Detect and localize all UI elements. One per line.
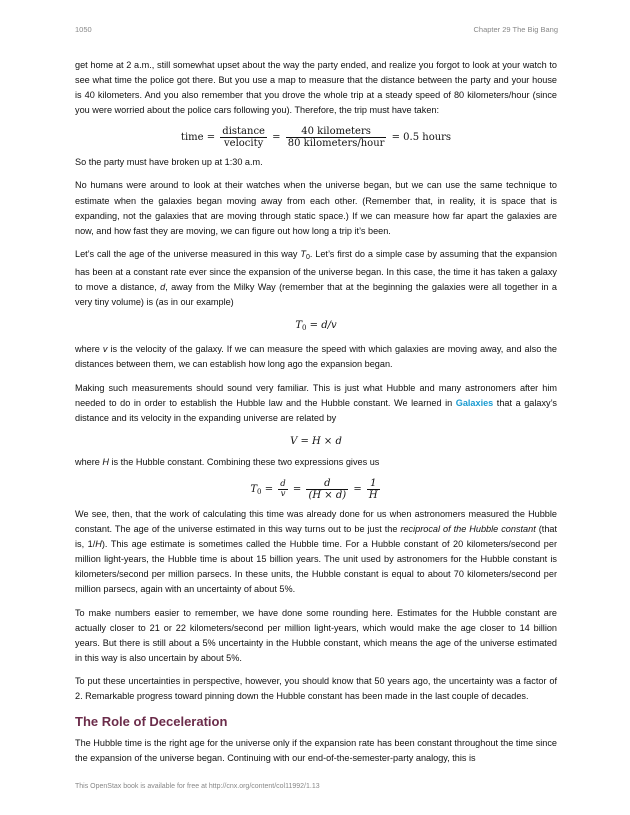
equation-trip-time (75, 126, 557, 149)
p4-text-b: . Let’s first do a simple case by assuming that the expansion has been at a constant rate ever since the expansion of the universe began. In this case, the time it has taken a galaxy to move a distance, (75, 248, 557, 293)
eq4-fraction-d-Hd (306, 478, 348, 501)
eq1-fraction-distance-velocity (220, 126, 267, 149)
p6-text-a: Making such measurements should sound very familiar. This is just what Hubble and many astronomers after him needed to do in order to establish the Hubble law and the Hubble constant. We learned in (75, 382, 557, 408)
page-number: 1050 (75, 25, 92, 34)
eq2-subscript: 0 (302, 324, 307, 333)
chapter-title: Chapter 29 The Big Bang (473, 25, 558, 34)
paragraph-11: The Hubble time is the right age for the universe only if the expansion rate has been constant throughout the time since the expansion of the universe began. Continuing with our end-of-the-semester-party analogy, this is (75, 738, 557, 764)
p8-text-b: (that is, 1/ (75, 524, 558, 550)
p8-text-c: ). This age estimate is sometimes called the Hubble time. For a Hubble constant of 20 kilometers/second per million light-years, the Hubble time is about 15 billion years. The unit used by astronomers for the Hubble constant is kilometers/second per million parsecs. In these units, the Hubble constant is equal to about 70 kilometers/second per million parsecs, again with an uncertainty of about 5%. (75, 539, 557, 595)
equation-hubble-law (75, 434, 557, 449)
paragraph-7 (75, 455, 557, 470)
eq4-frac3-numerator: 1 (367, 478, 380, 490)
eq1-frac1-denominator: velocity (224, 138, 264, 150)
p4-text-c: , away from the Milky Way (remember that at the beginning the galaxies were all together in a very tiny volume) is (as in our example) (75, 282, 557, 308)
page-content (75, 58, 557, 774)
eq2-rhs: = d/v (306, 320, 337, 332)
eq1-frac2-numerator: 40 kilometers (286, 126, 387, 138)
paragraph-1: get home at 2 a.m., still somewhat upset about the way the party ended, and realize you forgot to look at your watch to see what time the police got there. But you use a map to measure that the distance between the party and your house is 40 kilometers. And you also remember that you drove the whole trip at a steady speed of 80 kilometers/hour (since you were worried about the police cars following you). Therefore, the trip must have taken: (75, 60, 557, 116)
paragraph-6 (75, 381, 557, 426)
paragraph-8 (75, 507, 557, 598)
equation-age-d-over-v (75, 318, 557, 336)
equation-age-reciprocal (75, 478, 557, 501)
eq4-fraction-1-H (367, 478, 380, 501)
eq3-text: V = H × d (290, 435, 342, 447)
p5-text-a: where (75, 344, 103, 355)
paragraph-9: To make numbers easier to remember, we have done some rounding here. Estimates for the Hubble constant are actually closer to 21 or 22 kilometers/second per million light-years, which would make the age closer to 14 billion years. But there is still about a 5% uncertainty in the Hubble constant, which means the age of the universe estimated in this way is also uncertain by about 5%. (75, 607, 557, 663)
page-footer: This OpenStax book is available for free at http://cnx.org/content/col11992/1.13 (75, 783, 320, 790)
eq1-equals: = (272, 132, 281, 144)
eq4-equals-3: = (350, 483, 365, 495)
symbol-d: d (160, 282, 166, 293)
eq4-frac3-denominator: H (368, 489, 378, 501)
paragraph-4 (75, 247, 557, 310)
p7-text-a: where (75, 456, 103, 467)
paragraph-3: No humans were around to look at their watches when the universe began, but we can use the same technique to estimate when the galaxies began moving away from each other. (Remember that, in reality, it is space that is expanding, not the galaxies that are moving through static space.) If we can measure how far apart the galaxies are now, and how fast they are moving, we can figure out how long a trip it’s been. (75, 180, 557, 236)
p8-emphasis: reciprocal of the Hubble constant (400, 524, 536, 535)
eq4-frac2-denominator: (H × d) (308, 489, 347, 501)
symbol-H-2: H (95, 539, 102, 550)
section-heading: The Role of Deceleration (75, 714, 228, 730)
p5-text-b: is the velocity of the galaxy. If we can measure the speed with which galaxies are moving away, and also the distances between them, we can establish how long ago the expansion began. (75, 344, 557, 370)
eq4-frac1-numerator: d (280, 478, 286, 489)
p8-text-a: We see, then, that the work of calculating this time was already done for us when astronomers measured the Hubble constant. The age of the universe estimated in this way turns out to be just the (75, 508, 557, 535)
eq1-result: = 0.5 hours (391, 132, 452, 144)
eq4-equals-2: = (289, 483, 305, 495)
symbol-T-subscript: 0 (305, 253, 310, 261)
eq1-frac2-denominator: 80 kilometers/hour (287, 138, 385, 150)
paragraph-5 (75, 342, 557, 372)
eq4-fraction-d-v (278, 480, 287, 499)
eq4-equals-1: = (261, 483, 277, 495)
eq1-frac1-numerator: distance (222, 126, 265, 138)
p4-text-a: Let’s call the age of the universe measured in this way (75, 248, 301, 259)
eq4-frac1-denominator: v (280, 488, 286, 499)
paragraph-2: So the party must have broken up at 1:30 a.m. (75, 157, 263, 168)
paragraph-10: To put these uncertainties in perspective, however, you should know that 50 years ago, the uncertainty was a factor of 2. Remarkable progress toward pinning down the Hubble constant has been made in the last couple of decades. (75, 675, 557, 701)
page-header (75, 25, 558, 37)
p6-text-b: that a galaxy’s distance and its velocity in the expanding universe are related by (75, 397, 557, 423)
eq4-T: T (250, 483, 258, 495)
symbol-H: H (102, 456, 109, 467)
symbol-v: v (102, 344, 108, 355)
eq4-subscript: 0 (257, 487, 262, 496)
galaxies-link[interactable]: Galaxies (455, 397, 494, 408)
p7-text-b: is the Hubble constant. Combining these two expressions gives us (108, 456, 380, 467)
eq4-frac2-numerator: d (306, 478, 348, 490)
eq1-lhs: time = (180, 132, 216, 144)
symbol-T: T (300, 248, 306, 259)
eq1-fraction-values (286, 126, 387, 149)
eq2-T: T (295, 320, 303, 332)
